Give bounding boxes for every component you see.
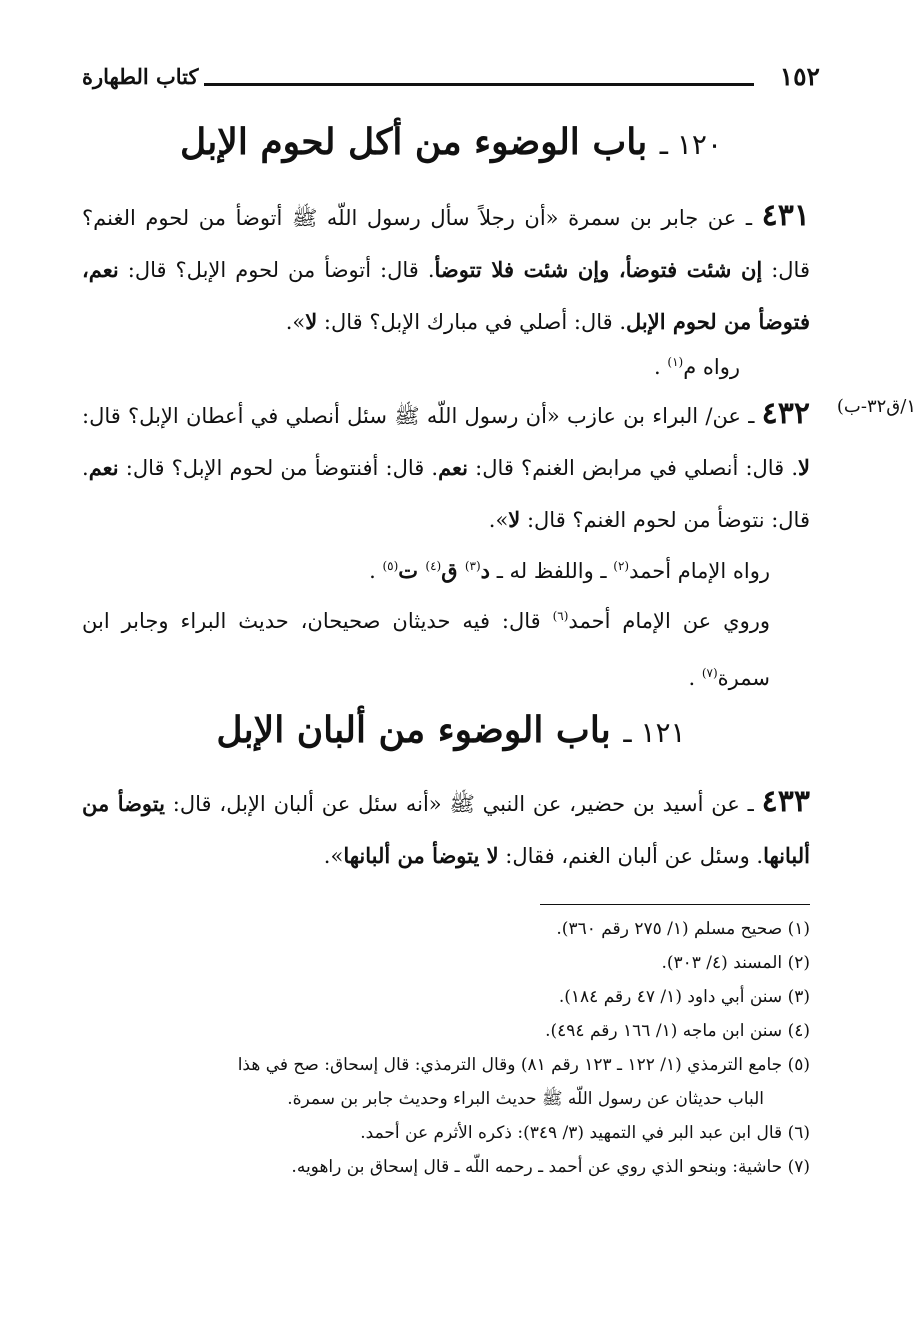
hadith-text-bold: نعم، فتوضأ من لحوم الإبل [82,257,810,334]
chapter-number: ١٢٠ ـ [659,128,722,161]
source-code: ق [441,558,465,583]
footnote-separator [540,904,810,905]
page-number: ١٥٢ [779,62,820,91]
footnote-text: قال ابن عبد البر في التمهيد (٣/ ٣٤٩): ذكره الأثرم عن أحمد. [360,1123,783,1143]
footnote-number: (٧) [787,1157,810,1177]
note-text: وروي عن الإمام أحمد [568,609,770,633]
hadith-number: ٤٣٢ [761,396,810,431]
hadith-text: ». [323,844,344,868]
footnote-number: (٢) [787,953,810,973]
hadith-text: ـ عن جابر بن سمرة «أن رجلاً سأل رسول اللّه ﷺ أتوضأ من لحوم الغنم؟ قال: [82,206,810,282]
hadith-text-bold: لا [798,455,810,480]
header-rule [204,83,754,86]
hadith-text-bold: لا [305,309,318,334]
footnote-item [82,946,810,980]
footnote-number: (٦) [787,1123,810,1143]
chapter-heading-121 [82,704,820,759]
footnote-number: (٤) [787,1021,810,1041]
book-title: كتاب الطهارة [82,64,199,89]
note-text: قال: فيه حديثان صحيحان، حديث البراء وجابر ابن سمرة [82,609,770,690]
footnote-text: سنن أبي داود (١/ ٤٧ رقم ١٨٤). [558,987,783,1007]
footnote-text: المسند (٤/ ٣٠٣). [661,953,783,973]
footnote-ref: (٢) [613,559,630,573]
source-text: . [369,559,383,583]
footnote-item [82,1116,810,1150]
hadith-432-note [82,590,810,704]
hadith-text: . قال: أتوضأ من لحوم الإبل؟ قال: [118,258,435,282]
source-text: رواه م [683,355,740,379]
footnote-text: سنن ابن ماجه (١/ ١٦٦ رقم ٤٩٤). [545,1021,783,1041]
hadith-text: ـ عن أسيد بن حضير، عن النبي ﷺ «أنه سئل عن ألبان الإبل، قال: [164,792,754,816]
footnote-ref: (٤) [425,559,442,573]
footnote-item [82,912,810,946]
footnote-item [82,1150,810,1184]
hadith-text-bold: لا يتوضأ من ألبانها [343,843,499,868]
footnote-number: (٥) [787,1055,810,1075]
hadith-text-bold: لا [508,507,521,532]
source-text: رواه الإمام أحمد [629,559,770,583]
footnotes [82,912,810,1184]
source-code: ت [398,558,426,583]
footnote-ref: (٦) [552,609,569,623]
footnote-number: (١) [787,919,810,939]
footnote-ref: (٣) [464,559,481,573]
hadith-432 [82,388,810,546]
hadith-431-source [82,336,810,393]
footnote-ref: (٧) [701,666,718,680]
footnote-item [82,980,810,1014]
hadith-433 [82,776,810,882]
hadith-text-bold: نعم [88,455,119,480]
hadith-text-bold: إن شئت فتوضأ، وإن شئت فلا تتوضأ [434,257,763,282]
footnote-ref: (٥) [382,559,399,573]
source-code: د [480,558,491,583]
chapter-number: ١٢١ ـ [623,716,686,749]
footnote-text: حاشية: وبنحو الذي روي عن أحمد ـ رحمه اللّه ـ قال إسحاق بن راهويه. [291,1157,783,1177]
hadith-431 [82,190,810,348]
hadith-text-bold: يتوضأ من ألبانها [82,791,810,868]
source-text: ـ واللفظ له ـ [490,559,614,583]
hadith-text: . قال: أصلي في مبارك الإبل؟ قال: [317,310,626,334]
source-text: . [654,355,668,379]
chapter-title: باب الوضوء من ألبان الإبل [216,709,611,751]
chapter-heading-120 [82,116,820,171]
hadith-text: . قال: أفنتوضأ من لحوم الإبل؟ قال: [118,456,439,480]
hadith-text: . قال: نتوضأ من لحوم الغنم؟ قال: [82,456,810,532]
footnote-item [82,1048,810,1116]
hadith-432-source [82,540,810,597]
footnote-text-continued: الباب حديثان عن رسول اللّه ﷺ حديث البراء وحديث جابر بن سمرة. [287,1089,764,1109]
manuscript-margin-note: ١/ق٣٢-ب) [836,396,916,417]
note-text: . [688,666,702,690]
hadith-text: . قال: أنصلي في مرابض الغنم؟ قال: [468,456,799,480]
hadith-text: ». [285,310,306,334]
footnote-number: (٣) [787,987,810,1007]
chapter-title: باب الوضوء من أكل لحوم الإبل [180,121,648,163]
footnote-item [82,1014,810,1048]
hadith-text: ». [488,508,509,532]
hadith-text: . وسئل عن ألبان الغنم، فقال: [498,844,764,868]
footnote-text: صحيح مسلم (١/ ٢٧٥ رقم ٣٦٠). [556,919,783,939]
hadith-number: ٤٣١ [761,198,810,233]
footnote-text: جامع الترمذي (١/ ١٢٢ ـ ١٢٣ رقم ٨١) وقال الترمذي: قال إسحاق: صح في هذا [237,1055,783,1075]
hadith-text-bold: نعم [438,455,469,480]
footnote-ref: (١) [667,355,684,369]
hadith-number: ٤٣٣ [761,784,810,819]
hadith-text: ـ عن/ البراء بن عازب «أن رسول اللّه ﷺ سئل أنصلي في أعطان الإبل؟ قال: [82,404,755,428]
running-header [82,62,820,98]
